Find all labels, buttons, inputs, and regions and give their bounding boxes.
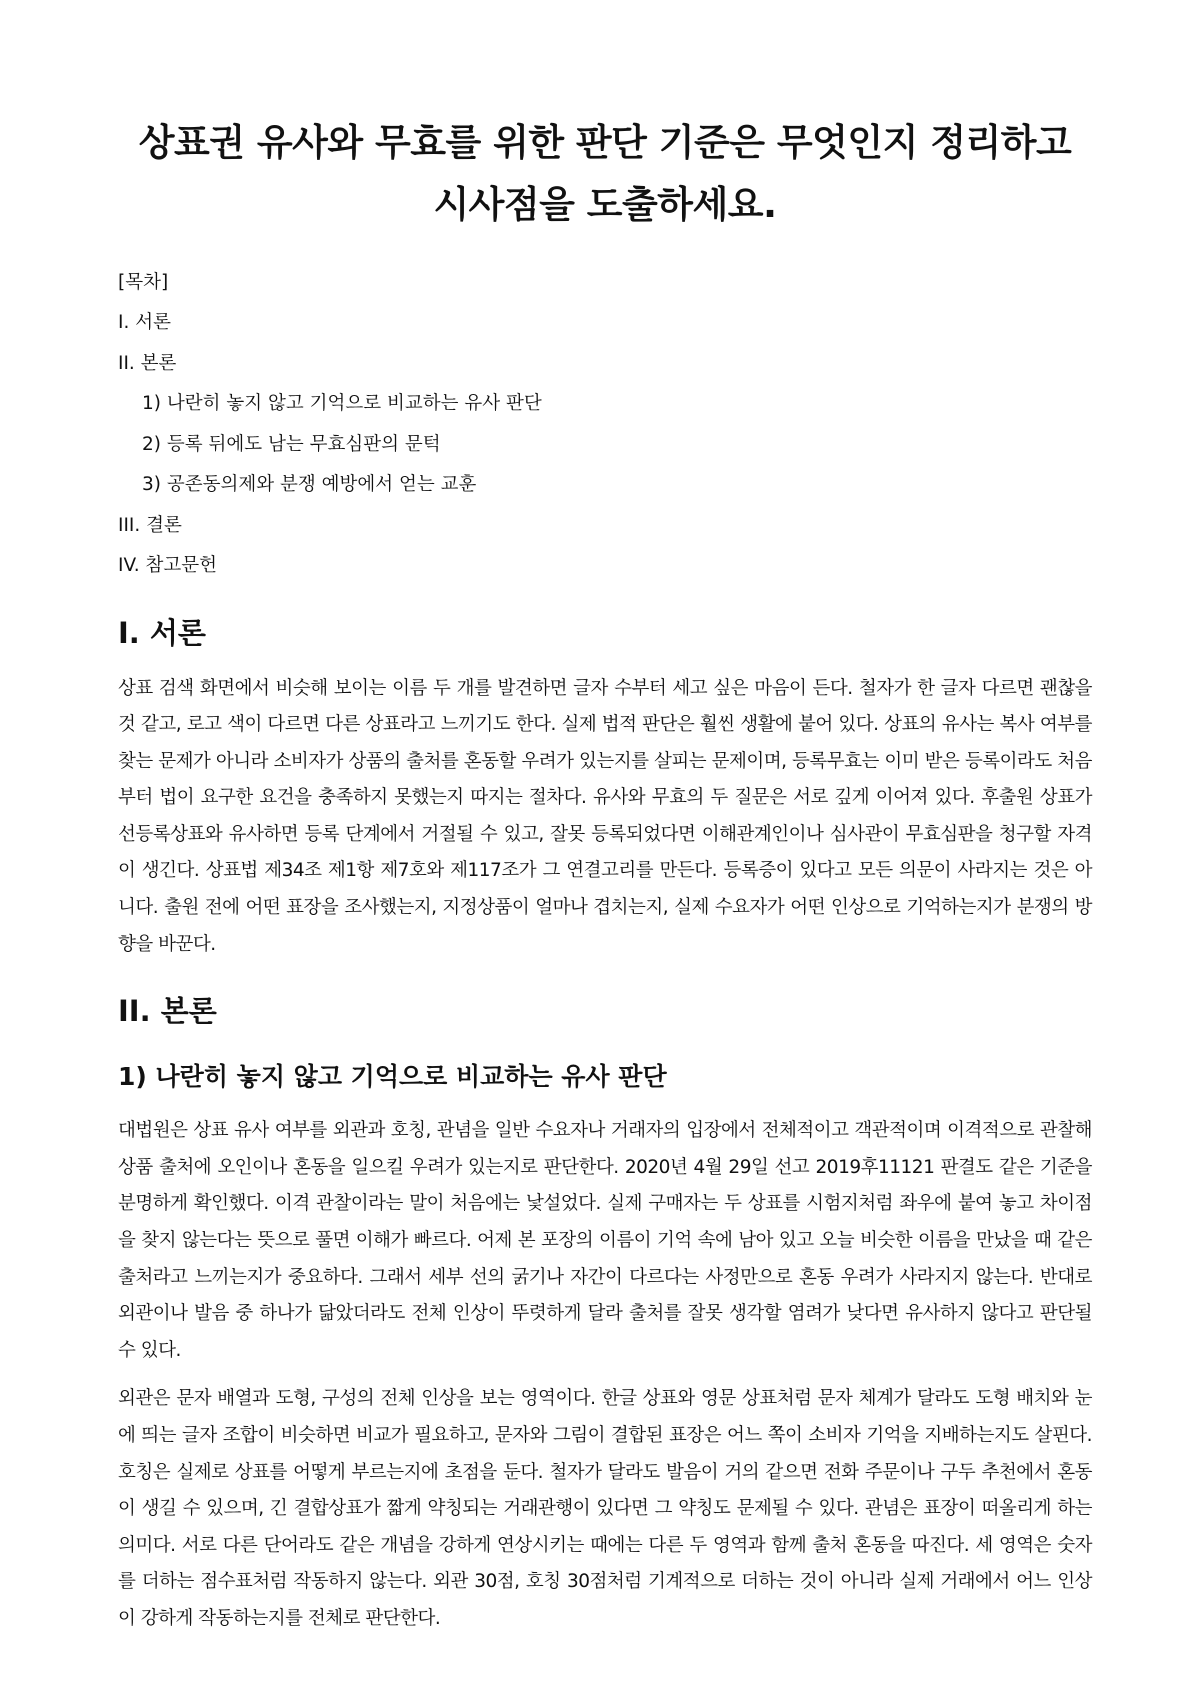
body-heading: II. 본론 bbox=[118, 994, 217, 1029]
toc-item-section-3: 3) 공존동의제와 분쟁 예방에서 얻는 교훈 bbox=[142, 474, 477, 495]
toc-item-section-2: 2) 등록 뒤에도 남는 무효심판의 문턱 bbox=[142, 433, 441, 455]
section-1-paragraph: 대법원은 상표 유사 여부를 외관과 호칭, 관념을 일반 수요자나 거래자의 입장에서 전체적이고 객관적이며 이격적으로 관찰해 상품 출처에 오인이나 혼동을 일으킬 우려가 있는지로 판단한다. 2020년 4월 29일 선고 2019후11121 판결도 같은 기준을 분명하게 확인했다. 이격 관찰이라는 말이 처음에는 낯설었다. 실제 구매자는 두 상표를 시험지처럼 좌우에 붙여 놓고 차이점을 찾지 않는다는 뜻으로 풀면 이해가 빠르다. 어제 본 포장의 이름이 기억 속에 남아 있고 오늘 비슷한 이름을 만났을 때 같은 출처라고 느끼는지가 중요하다. 그래서 세부 선의 굵기나 자간이 다르다는 사정만으로 혼동 우려가 사라지지 않는다. 반대로 외관이나 발음 중 하나가 닮았더라도 전체 인상이 뚜렷하게 달라 출처를 잘못 생각할 염려가 낮다면 유사하지 않다고 판단될 수 있다. bbox=[118, 1120, 1092, 1361]
toc-item-conclusion: III. 결론 bbox=[118, 514, 182, 536]
section-1-paragraph: 외관은 문자 배열과 도형, 구성의 전체 인상을 보는 영역이다. 한글 상표와 영문 상표처럼 문자 체계가 달라도 도형 배치와 눈에 띄는 글자 조합이 비슷하면 비교가 필요하고, 문자와 그림이 결합된 표장은 어느 쪽이 소비자 기억을 지배하는지도 살핀다. 호칭은 실제로 상표를 어떻게 부르는지에 초점을 둔다. 철자가 달라도 발음이 거의 같으면 전화 주문이나 구두 추천에서 혼동이 생길 수 있으며, 긴 결합상표가 짧게 약칭되는 거래관행이 있다면 그 약칭도 문제될 수 있다. 관념은 표장이 떠올리게 하는 의미다. 서로 다른 단어라도 같은 개념을 강하게 연상시키는 때에는 다른 두 영역과 함께 출처 혼동을 따진다. 세 영역은 숫자를 더하는 점수표처럼 작동하지 않는다. 외관 30점, 호칭 30점처럼 기계적으로 더하는 것이 아니라 실제 거래에서 어느 인상이 강하게 작동하는지를 전체로 판단한다. bbox=[118, 1388, 1092, 1629]
introduction-paragraph: 상표 검색 화면에서 비슷해 보이는 이름 두 개를 발견하면 글자 수부터 세고 싶은 마음이 든다. 철자가 한 글자 다르면 괜찮을 것 같고, 로고 색이 다르면 다른 상표라고 느끼기도 한다. 실제 법적 판단은 훨씬 생활에 붙어 있다. 상표의 유사는 복사 여부를 찾는 문제가 아니라 소비자가 상품의 출처를 혼동할 우려가 있는지를 살피는 문제이며, 등록무효는 이미 받은 등록이라도 처음부터 법이 요구한 요건을 충족하지 못했는지 따지는 절차다. 유사와 무효의 두 질문은 서로 깊게 이어져 있다. 후출원 상표가 선등록상표와 유사하면 등록 단계에서 거절될 수 있고, 잘못 등록되었다면 이해관계인이나 심사관이 무효심판을 청구할 자격이 생긴다. 상표법 제34조 제1항 제7호와 제117조가 그 연결고리를 만든다. 등록증이 있다고 모든 의문이 사라지는 것은 아니다. 출원 전에 어떤 표장을 조사했는지, 지정상품이 얼마나 겹치는지, 실제 수요자가 어떤 인상으로 기억하는지가 분쟁의 방향을 바꾼다. bbox=[118, 677, 1092, 955]
toc-heading: [목차] bbox=[118, 272, 169, 293]
toc-item-introduction: I. 서론 bbox=[118, 312, 171, 333]
table-of-contents bbox=[118, 303, 1092, 587]
section-1-heading: 1) 나란히 놓지 않고 기억으로 비교하는 유사 판단 bbox=[118, 1062, 667, 1092]
introduction-heading: I. 서론 bbox=[118, 615, 206, 650]
toc-item-section-1: 1) 나란히 놓지 않고 기억으로 비교하는 유사 판단 bbox=[142, 393, 542, 414]
document-title: 상표권 유사와 무효를 위한 판단 기준은 무엇인지 정리하고 시사점을 도출하세요. bbox=[138, 121, 1072, 226]
toc-item-body: II. 본론 bbox=[118, 352, 177, 374]
toc-item-references: IV. 참고문헌 bbox=[118, 555, 217, 576]
